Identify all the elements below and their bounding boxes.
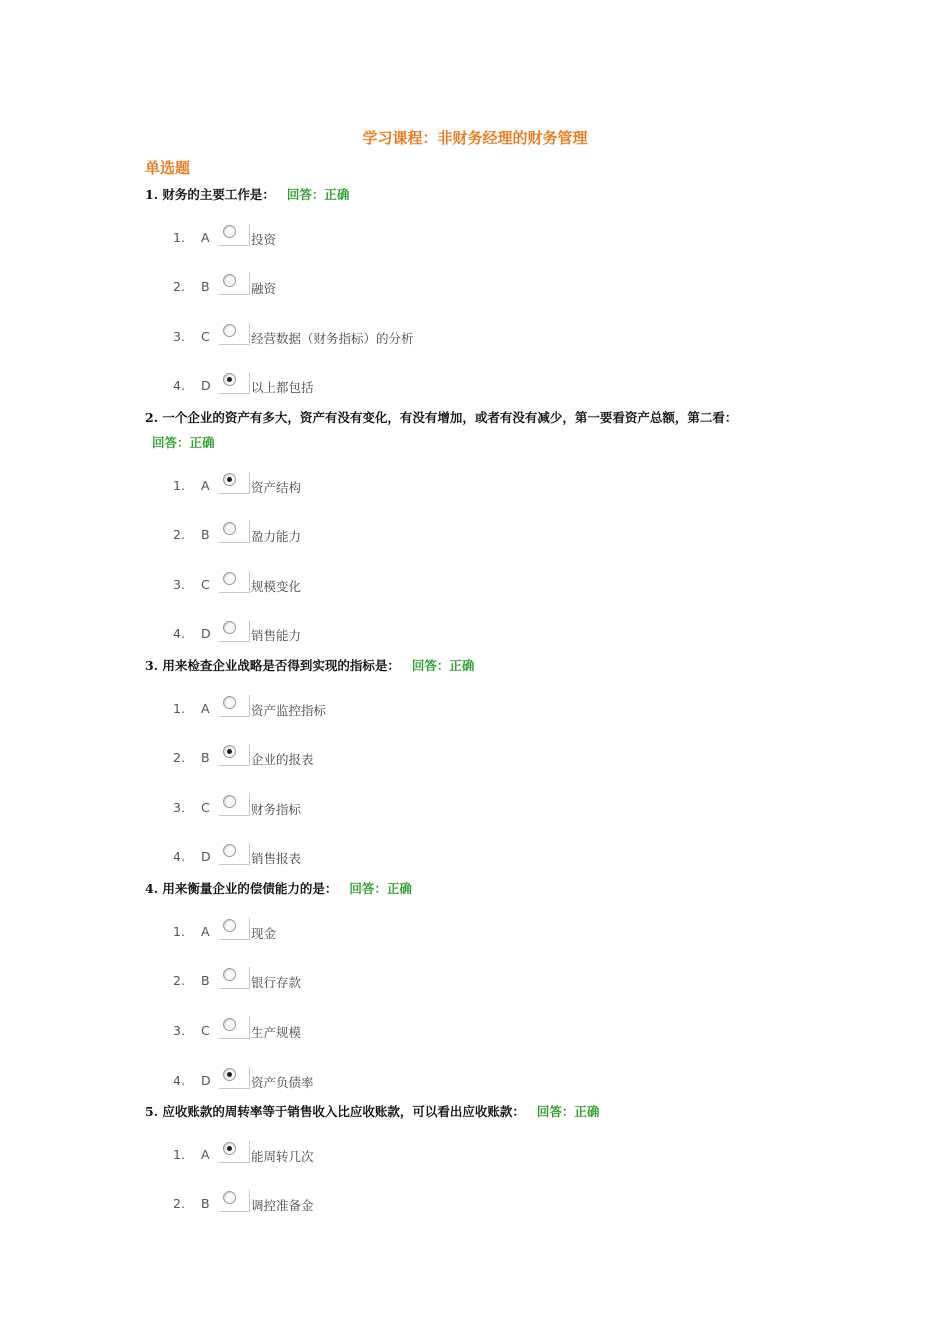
radio-button[interactable]	[219, 744, 250, 766]
radio-circle-icon	[223, 274, 236, 287]
course-title: 学习课程：非财务经理的财务管理	[362, 129, 588, 147]
option-text: 企业的报表	[251, 752, 314, 767]
option-1a	[173, 224, 573, 248]
option-letter: B	[201, 973, 210, 988]
option-number: 2.	[173, 1196, 185, 1211]
answer-status: 回答：正确	[349, 881, 412, 896]
option-letter: A	[201, 924, 210, 939]
option-number: 1.	[173, 924, 185, 939]
option-text: 经营数据（财务指标）的分析	[251, 331, 414, 346]
option-number: 2.	[173, 750, 185, 765]
radio-circle-icon	[223, 572, 236, 585]
radio-circle-icon	[223, 621, 236, 634]
option-3a	[173, 695, 573, 719]
radio-button[interactable]	[219, 323, 250, 345]
option-text: 能周转几次	[251, 1149, 314, 1164]
option-letter: C	[201, 329, 210, 344]
radio-circle-icon	[223, 795, 236, 808]
radio-button[interactable]	[219, 918, 250, 940]
question-1	[145, 186, 825, 204]
option-1c	[173, 323, 573, 347]
question-3	[145, 657, 825, 675]
option-number: 4.	[173, 626, 185, 641]
option-number: 2.	[173, 973, 185, 988]
option-number: 2.	[173, 527, 185, 542]
option-letter: A	[201, 1147, 210, 1162]
option-2b	[173, 521, 573, 545]
radio-button[interactable]	[219, 521, 250, 543]
radio-button[interactable]	[219, 472, 250, 494]
option-3c	[173, 794, 573, 818]
question-2	[145, 409, 825, 427]
option-4b	[173, 967, 573, 991]
option-number: 3.	[173, 329, 185, 344]
question-text: 2. 一个企业的资产有多大，资产有没有变化，有没有增加，或者有没有减少，第一要看资产总额，第二看：	[145, 410, 738, 425]
option-number: 4.	[173, 378, 185, 393]
radio-circle-icon	[223, 225, 236, 238]
radio-button[interactable]	[219, 273, 250, 295]
question-text: 1. 财务的主要工作是：	[145, 187, 275, 202]
radio-circle-icon	[223, 696, 236, 709]
option-letter: C	[201, 1023, 210, 1038]
option-5b	[173, 1190, 573, 1214]
radio-button[interactable]	[219, 620, 250, 642]
answer-status: 回答：正确	[536, 1104, 600, 1119]
answer-status: 回答：正确	[411, 658, 475, 673]
radio-circle-icon	[223, 1191, 236, 1204]
option-text: 资产结构	[251, 480, 302, 495]
option-text: 财务指标	[251, 802, 302, 817]
radio-circle-icon	[223, 844, 236, 857]
option-text: 规模变化	[251, 579, 302, 594]
option-letter: D	[201, 626, 211, 641]
radio-circle-icon	[223, 324, 236, 337]
question-2-answer	[152, 434, 215, 452]
radio-circle-icon	[223, 1018, 236, 1031]
option-text: 资产负债率	[251, 1075, 314, 1090]
option-letter: B	[201, 1196, 210, 1211]
radio-circle-icon	[223, 522, 236, 535]
option-text: 生产规模	[251, 1025, 302, 1040]
option-text: 销售报表	[251, 851, 302, 866]
option-3b	[173, 744, 573, 768]
option-letter: B	[201, 527, 210, 542]
radio-button[interactable]	[219, 1067, 250, 1089]
option-text: 盈力能力	[251, 529, 302, 544]
option-letter: C	[201, 800, 210, 815]
option-number: 3.	[173, 1023, 185, 1038]
option-letter: D	[201, 1073, 211, 1088]
option-number: 1.	[173, 701, 185, 716]
option-text: 调控准备金	[251, 1198, 314, 1213]
option-number: 1.	[173, 230, 185, 245]
question-text: 3. 用来检查企业战略是否得到实现的指标是：	[145, 658, 400, 673]
option-number: 3.	[173, 800, 185, 815]
radio-circle-icon	[223, 1068, 236, 1081]
option-number: 4.	[173, 1073, 185, 1088]
radio-circle-icon	[223, 745, 236, 758]
option-letter: B	[201, 279, 210, 294]
radio-button[interactable]	[219, 695, 250, 717]
radio-circle-icon	[223, 473, 236, 486]
option-text: 资产监控指标	[251, 703, 327, 718]
option-number: 4.	[173, 849, 185, 864]
option-letter: D	[201, 849, 211, 864]
option-2c	[173, 571, 573, 595]
question-5	[145, 1103, 825, 1121]
option-number: 2.	[173, 279, 185, 294]
question-text: 5. 应收账款的周转率等于销售收入比应收账款，可以看出应收账款：	[145, 1104, 525, 1119]
radio-button[interactable]	[219, 571, 250, 593]
radio-circle-icon	[223, 919, 236, 932]
section-title: 单选题	[145, 159, 191, 177]
option-number: 1.	[173, 1147, 185, 1162]
option-letter: C	[201, 577, 210, 592]
option-letter: D	[201, 378, 211, 393]
option-number: 1.	[173, 478, 185, 493]
option-letter: B	[201, 750, 210, 765]
option-text: 现金	[251, 926, 277, 941]
option-4a	[173, 918, 573, 942]
radio-button[interactable]	[219, 372, 250, 394]
option-1b	[173, 273, 573, 297]
option-4c	[173, 1017, 573, 1041]
radio-button[interactable]	[219, 1141, 250, 1163]
radio-button[interactable]	[219, 843, 250, 865]
option-text: 销售能力	[251, 628, 302, 643]
radio-circle-icon	[223, 1142, 236, 1155]
option-2a	[173, 472, 573, 496]
option-text: 银行存款	[251, 975, 302, 990]
radio-button[interactable]	[219, 224, 250, 246]
option-text: 以上都包括	[251, 380, 314, 395]
radio-button[interactable]	[219, 967, 250, 989]
option-text: 融资	[251, 281, 277, 296]
radio-circle-icon	[223, 968, 236, 981]
answer-status: 回答：正确	[152, 435, 215, 450]
option-number: 3.	[173, 577, 185, 592]
radio-button[interactable]	[219, 1017, 250, 1039]
radio-button[interactable]	[219, 794, 250, 816]
option-3d	[173, 843, 573, 867]
option-letter: A	[201, 701, 210, 716]
question-text: 4. 用来衡量企业的偿债能力的是：	[145, 881, 338, 896]
answer-status: 回答：正确	[286, 187, 350, 202]
option-letter: A	[201, 478, 210, 493]
radio-circle-icon	[223, 373, 236, 386]
option-text: 投资	[251, 232, 277, 247]
option-1d	[173, 372, 573, 396]
radio-button[interactable]	[219, 1190, 250, 1212]
option-2d	[173, 620, 573, 644]
option-letter: A	[201, 230, 210, 245]
option-5a	[173, 1141, 573, 1165]
question-4	[145, 880, 825, 898]
option-4d	[173, 1067, 573, 1091]
